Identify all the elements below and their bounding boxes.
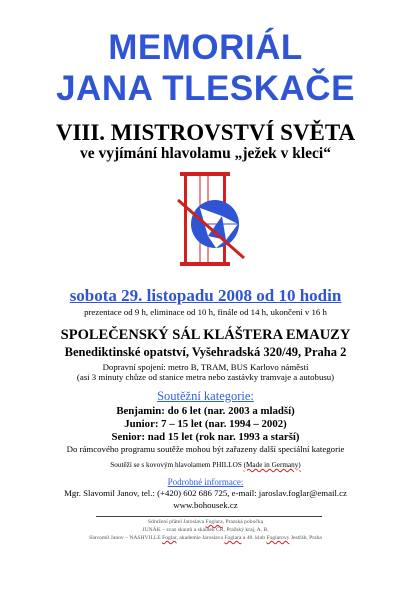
category-junior: Junior: 7 – 15 let (nar. 1994 – 2002) [124, 418, 287, 430]
categories-note: Do rámcového programu soutěže mohou být zařazeny další speciální kategorie [66, 444, 345, 454]
info-heading: Podrobné informace: [167, 477, 244, 487]
footer-text: , akademie Jaroslava [176, 535, 225, 541]
category-senior: Senior: nad 15 let (rok nar. 1993 a starší) [111, 431, 300, 443]
hedgehog-in-cage-icon [160, 166, 260, 272]
footer-text: , Prazská pobočka [222, 519, 264, 525]
puzzle-note-origin: (Made in Germany) [243, 461, 301, 469]
footer-line-3 [0, 535, 411, 541]
contact-line: Mgr. Slavomil Janov, tel.: (+420) 602 686 725, e-mail: jaroslav.foglar@email.cz [64, 488, 347, 498]
title-line-1: MEMORIÁL [108, 28, 303, 67]
categories-heading: Soutěžní kategorie: [157, 389, 254, 403]
schedule: prezentace od 9 h, eliminace od 10 h, finále od 14 h, ukončení v 16 h [84, 307, 327, 317]
footer-text: Foglarovy [266, 535, 290, 541]
puzzle-note-text: Soutěží se s kovovým hlavolamem PHILLOS [110, 461, 244, 469]
footer-text: Slavomil Janov – NASHVILLE [89, 535, 163, 541]
footer-text: Foglara [205, 519, 223, 525]
venue-name: SPOLEČENSKÝ SÁL KLÁŠTERA EMAUZY [60, 327, 351, 343]
venue-address: Benediktinské opatství, Vyšehradská 320/49, Praha 2 [64, 345, 347, 359]
divider [96, 516, 322, 517]
event-date: sobota 29. listopadu 2008 od 10 hodin [69, 286, 342, 305]
footer-text: Jestřáb, Praha [289, 535, 322, 541]
subtitle: ve vyjímání hlavolamu „ježek v kleci“ [80, 145, 331, 162]
puzzle-note [0, 461, 411, 469]
footer-line-2: JUNÁK – svaz skautů a skautek ČR, Pražský kraj, A. B. [142, 527, 269, 533]
venue-transport: Dopravní spojení: metro B, TRAM, BUS Karlovo náměstí [102, 362, 309, 372]
website-link[interactable]: www.bohousek.cz [173, 500, 238, 510]
category-benjamin: Benjamin: do 6 let (nar. 2003 a mladší) [116, 405, 295, 417]
venue-walk: (asi 3 minuty chůze od stanice metra nebo zastávky tramvaje a autobusu) [76, 372, 335, 382]
footer-text: a 48. klub [241, 535, 267, 541]
footer-text: Sdružení přátel Jaroslava [147, 519, 206, 525]
championship-heading: VIII. MISTROVSTVÍ SVĚTA [55, 120, 356, 145]
footer-text: Foglara [224, 535, 242, 541]
title-line-2: JANA TLESKAČE [56, 69, 355, 108]
footer-line-1 [0, 519, 411, 525]
footer-text: Foglar [162, 535, 177, 541]
